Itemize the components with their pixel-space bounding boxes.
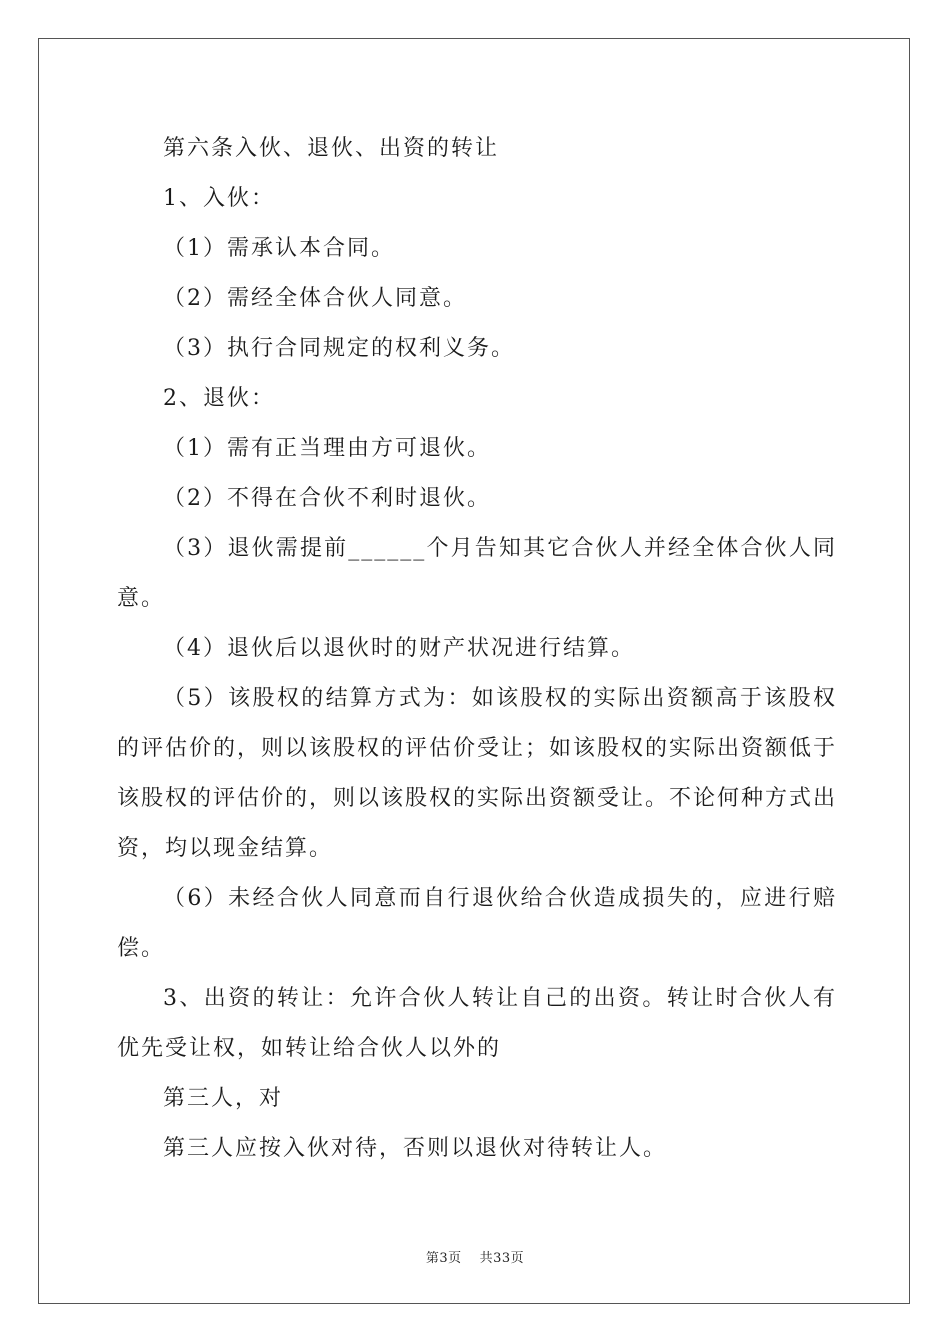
section-transfer: 3、出资的转让：允许合伙人转让自己的出资。转让时合伙人有优先受让权，如转让给合伙人以外的 [117, 986, 837, 1061]
joining-clause-3: （3）执行合同规定的权利义务。 [163, 336, 515, 361]
withdrawal-clause-5: （5）该股权的结算方式为：如该股权的实际出资额高于该股权的评估价的，则以该股权的评估价受让；如该股权的实际出资额低于该股权的评估价的，则以该股权的实际出资额受让。不论何种方式出资，均以现金结算。 [117, 686, 838, 861]
joining-clause-2: （2）需经全体合伙人同意。 [163, 286, 467, 311]
withdrawal-clause-4: （4）退伙后以退伙时的财产状况进行结算。 [163, 636, 635, 661]
document-body [117, 124, 837, 1174]
withdrawal-clause-6: （6）未经合伙人同意而自行退伙给合伙造成损失的，应进行赔偿。 [117, 886, 837, 961]
transfer-continuation: 第三人，对 [163, 1086, 284, 1111]
withdrawal-clause-3: （3）退伙需提前______个月告知其它合伙人并经全体合伙人同意。 [117, 536, 837, 611]
page-footer [0, 1247, 950, 1266]
joining-clause-1: （1）需承认本合同。 [163, 236, 395, 261]
section-withdrawal-heading: 2、退伙： [163, 386, 275, 411]
section-joining-heading: 1、入伙： [163, 186, 275, 211]
withdrawal-clause-1: （1）需有正当理由方可退伙。 [163, 436, 491, 461]
page-number: 第3页 [425, 1251, 462, 1266]
withdrawal-clause-2: （2）不得在合伙不利时退伙。 [163, 486, 491, 511]
transfer-conclusion: 第三人应按入伙对待，否则以退伙对待转让人。 [163, 1136, 668, 1161]
article-heading: 第六条入伙、退伙、出资的转让 [163, 136, 500, 161]
page-total: 共33页 [479, 1251, 525, 1266]
